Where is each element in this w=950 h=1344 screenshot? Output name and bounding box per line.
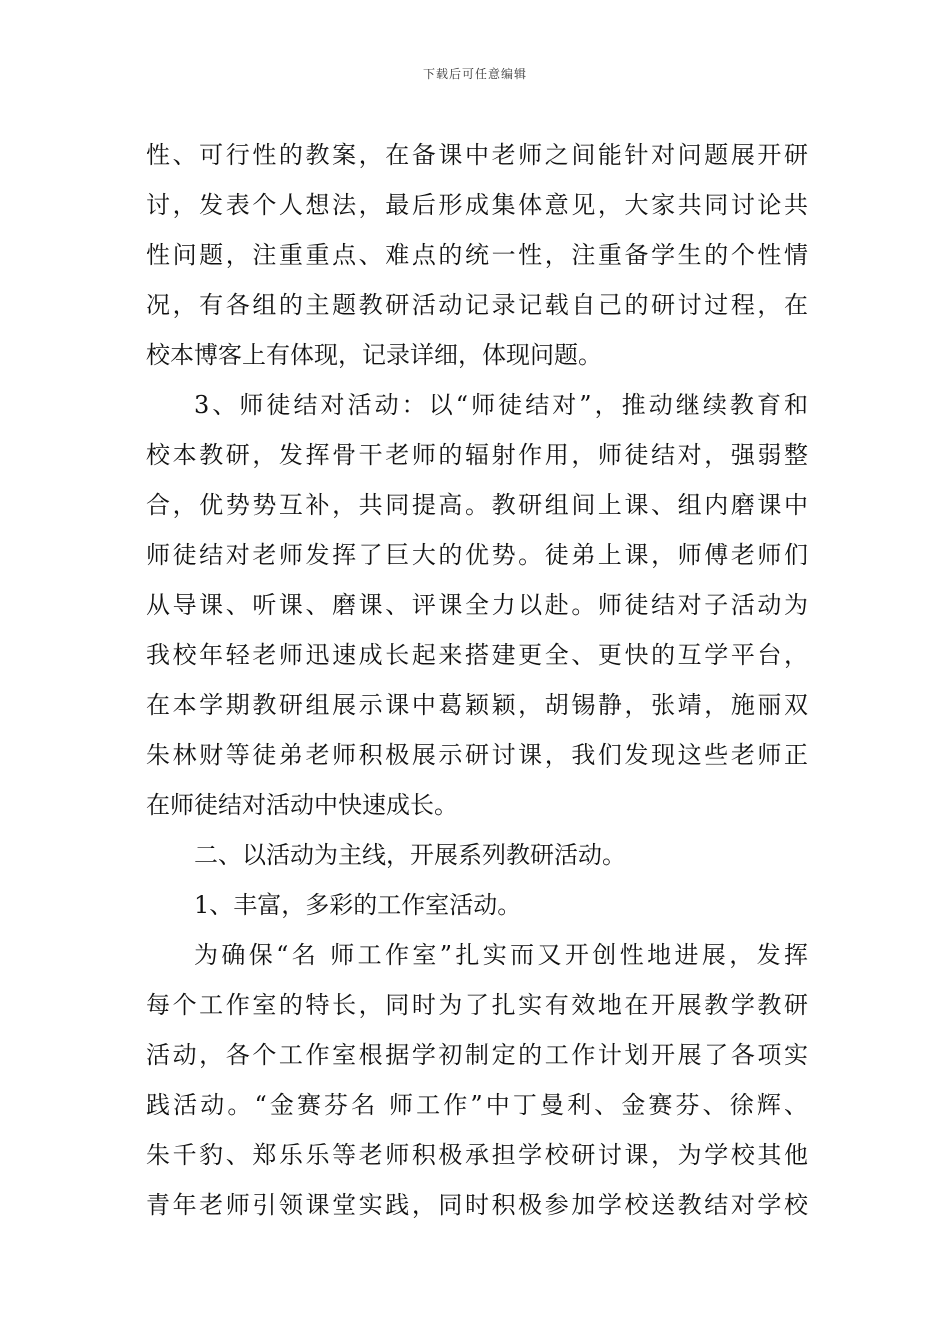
text-line: 讨，发表个人想法，最后形成集体意见，大家共同讨论共 xyxy=(146,191,808,219)
text-line: 性、可行性的教案，在备课中老师之间能针对问题展开研 xyxy=(146,141,808,169)
text-line: 青年老师引领课堂实践，同时积极参加学校送教结对学校 xyxy=(146,1191,808,1219)
text-line: 师徒结对老师发挥了巨大的优势。徒弟上课，师傅老师们 xyxy=(146,541,808,569)
text-line: 合，优势势互补，共同提高。教研组间上课、组内磨课中 xyxy=(146,491,808,519)
section-heading: 二、以活动为主线，开展系列教研活动。 xyxy=(194,841,626,869)
subsection-heading: 1、丰富，多彩的工作室活动。 xyxy=(194,891,522,919)
text-line: 况，有各组的主题教研活动记录记载自己的研讨过程，在 xyxy=(146,291,808,319)
page-header: 下载后可任意编辑 xyxy=(422,67,527,81)
text-line: 朱林财等徒弟老师积极展示研讨课，我们发现这些老师正 xyxy=(146,741,808,769)
text-line: 从导课、听课、磨课、评课全力以赴。师徒结对子活动为 xyxy=(146,591,808,619)
paragraph-start-line: 3、师徒结对活动：以“师徒结对”，推动继续教育和 xyxy=(194,391,808,419)
text-line: 朱千豹、郑乐乐等老师积极承担学校研讨课，为学校其他 xyxy=(146,1141,808,1169)
text-line: 校本教研，发挥骨干老师的辐射作用，师徒结对，强弱整 xyxy=(146,441,808,469)
text-line: 在师徒结对活动中快速成长。 xyxy=(146,791,458,819)
document-body xyxy=(146,130,808,1230)
text-line: 性问题，注重重点、难点的统一性，注重备学生的个性情 xyxy=(146,241,808,269)
text-line: 我校年轻老师迅速成长起来搭建更全、更快的互学平台， xyxy=(146,641,808,669)
paragraph-start-line: 为确保“名 师工作室”扎实而又开创性地进展，发挥 xyxy=(194,941,808,969)
text-line: 在本学期教研组展示课中葛颖颖，胡锡静，张靖，施丽双 xyxy=(146,691,808,719)
text-line: 校本博客上有体现，记录详细，体现问题。 xyxy=(146,341,602,369)
text-line: 践活动。“金赛芬名 师工作”中丁曼利、金赛芬、徐辉、 xyxy=(146,1091,808,1119)
text-line: 活动，各个工作室根据学初制定的工作计划开展了各项实 xyxy=(146,1041,808,1069)
text-line: 每个工作室的特长，同时为了扎实有效地在开展教学教研 xyxy=(146,991,808,1019)
